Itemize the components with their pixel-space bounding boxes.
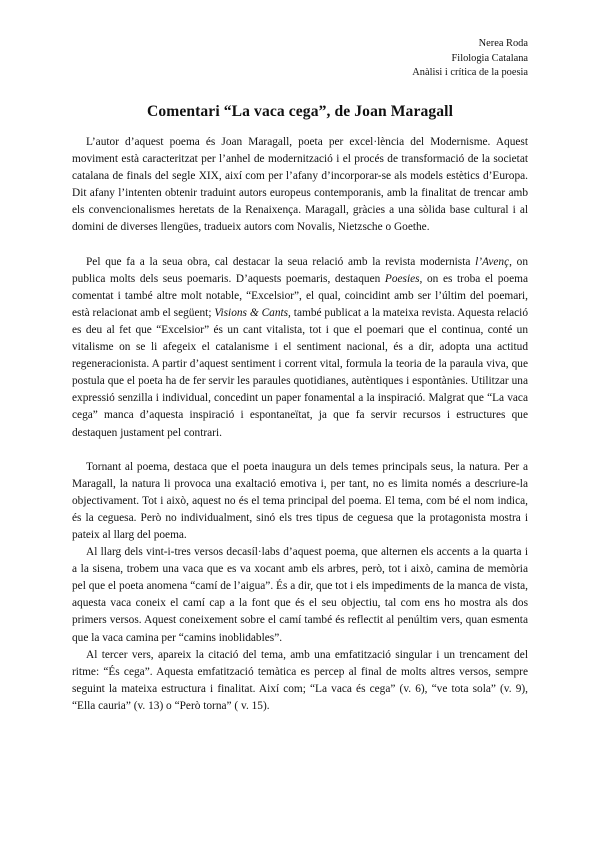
avenc-title: l’Avenç [475,255,510,268]
paragraph-1: L’autor d’aquest poema és Joan Maragall, poeta per excel·lència del Modernisme. Aquest moviment està caracteritzat per l’anhel de modernització i el procés de transformació de la societat catalana de finals del segle XIX, així com per l’afany d’incorporar-se als models estètics d’Europa. Dit afany l’intenten obtenir traduint autors europeus contemporanis, amb la finalitat de trencar amb els convencionalismes heretats de la Renaixença. Maragall, gràcies a una sòlida base cultural i al domini de diverses llengües, tradueix autors com Novalis, Nietzsche o Goethe. [72,136,528,234]
paragraph-2-part-b: , on publica molts dels seus poemaris. D’aquests poemaris, destaquen [72,255,528,285]
subject-name: Anàlisi i crítica de la poesia [412,67,528,79]
page-title: Comentari “La vaca cega”, de Joan Maragall [146,103,454,120]
course-name: Filologia Catalana [451,52,528,64]
author-name: Nerea Roda [478,38,528,49]
paragraph-2-part-a: Pel que fa a la seua obra, cal destacar la seua relació amb la revista modernista [86,255,476,268]
paragraph-4: Al llarg dels vint-i-tres versos decasíl·labs d’aquest poema, que alternen els accents a la quarta i a la sisena, trobem una vaca que es va xocant amb els arbres, però, tot i això, camina de memòria pel que el poeta anomena “camí de l’aigua”. És a dir, que tot i els impediments de la manca de vista, aquesta vaca coneix el camí cap a la font que és el seu objectiu, tal com ens ho mostra als dos primers versos. Aquest coneixement sobre el camí també és reflectit al penúltim vers, quan esmenta que la vaca camina per “camins inoblidables”. [72,546,528,644]
document-body [72,134,528,715]
paragraph-2-part-d: també publicat a la mateixa revista. Aquesta relació es deu al fet que “Excelsior” és un cant vitalista, tot i que el poemari que el continua, conté un vitalisme on se li afegeix el catalanisme i el sentiment nacional, és a dir, adopta una actitud regeneracionista. A partir d’aquest sentiment i corrent vital, formula la teoria de la paraula viva, que postula que el poeta ha de fer servir les paraules quotidianes, autèntiques i espontànies. Utilitzar una expressió senzilla i individual, concedint un paper fonamental a la inspiració. Malgrat que “La vaca cega” manca d’aquesta inspiració i espontaneïtat, ja que fa servir recursos i estructures que destaquen justament pel contrari. [72,306,528,439]
paragraph-2 [72,254,528,442]
header-block [412,37,528,81]
visions-cants-title: Visions & Cants, [214,306,291,319]
paragraph-2-part-c: on es troba el poema comentat i també altre molt notable, “Excelsior”, el qual, coincidint amb ser l’últim del poemari, està relacionat amb el següent; [72,272,528,319]
paragraph-3: Tornant al poema, destaca que el poeta inaugura un dels temes principals seus, la natura. Per a Maragall, la natura li provoca una exaltació emotiva i, per tant, no es limita només a descriure-la objectivament. Tot i això, aquest no és el tema principal del poema. El tema, com bé el nom indica, és la ceguesa. Però no individualment, sinó els tres tipus de ceguesa que la protagonista mostra i pateix al llarg del poema. [72,460,528,541]
paragraph-5: Al tercer vers, apareix la citació del tema, amb una emfatització singular i un trencament del ritme: “És cega”. Aquesta emfatització temàtica es percep al final de molts altres versos, sempre seguint la mateixa estructura i finalitat. Així com; “La vaca és cega” (v. 6), “ve tota sola” (v. 9), “Ella cauria” (v. 13) o “Però torna” ( v. 15). [72,648,528,712]
poesies-title: Poesies, [384,272,423,285]
